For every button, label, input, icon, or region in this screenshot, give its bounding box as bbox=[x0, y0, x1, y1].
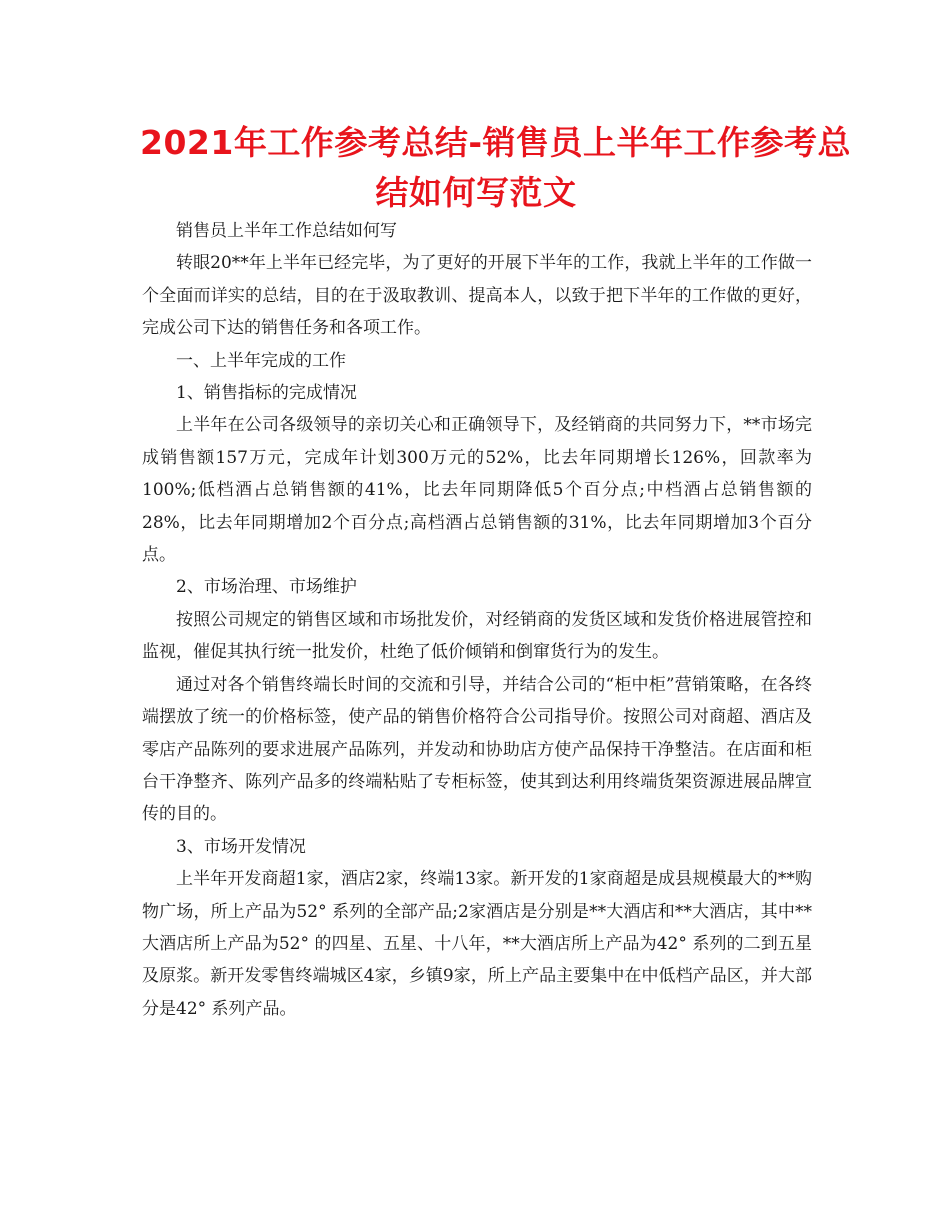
paragraph-subtitle: 销售员上半年工作总结如何写 bbox=[176, 221, 397, 241]
paragraph-intro: 转眼20**年上半年已经完毕，为了更好的开展下半年的工作，我就上半年的工作做一个全面而详实的总结，目的在于汲取教训、提高本人，以致于把下半年的工作做的更好，完成公司下达的销售任务和各项工作。 bbox=[142, 253, 812, 339]
section-heading-1: 一、上半年完成的工作 bbox=[176, 350, 346, 371]
subsection-heading-1: 1、销售指标的完成情况 bbox=[176, 383, 357, 404]
title-line-2: 结如何写范文 bbox=[375, 173, 577, 212]
document-body bbox=[142, 215, 812, 1025]
paragraph-market-development: 上半年开发商超1家，酒店2家，终端13家。新开发的1家商超是成县规模最大的**购物广场，所上产品为52° 系列的全部产品;2家酒店是分别是**大酒店和**大酒店，其中**大酒店所上产品为52° 的四星、五星、十八年，**大酒店所上产品为42° 系列的二到五星及原浆。新开发零售终端城区4家，乡镇9家，所上产品主要集中在中低档产品区，并大部分是42° 系列产品。 bbox=[142, 869, 812, 1019]
subsection-heading-2: 2、市场治理、市场维护 bbox=[176, 577, 357, 598]
paragraph-market-control: 按照公司规定的销售区域和市场批发价，对经销商的发货区域和发货价格进展管控和监视，催促其执行统一批发价，杜绝了低价倾销和倒窜货行为的发生。 bbox=[142, 609, 812, 663]
document-title bbox=[140, 118, 852, 218]
subsection-heading-3: 3、市场开发情况 bbox=[176, 836, 306, 857]
paragraph-terminal-guidance: 通过对各个销售终端长时间的交流和引导，并结合公司的“柜中柜”营销策略，在各终端摆放了统一的价格标签，使产品的销售价格符合公司指导价。按照公司对商超、酒店及零店产品陈列的要求进展产品陈列，并发动和协助店方使产品保持干净整洁。在店面和柜台干净整齐、陈列产品多的终端粘贴了专柜标签，使其到达利用终端货架资源进展品牌宣传的目的。 bbox=[142, 674, 812, 825]
title-line-1: 2021年工作参考总结-销售员上半年工作参考总 bbox=[140, 123, 852, 162]
paragraph-sales-targets: 上半年在公司各级领导的亲切关心和正确领导下，及经销商的共同努力下，**市场完成销售额157万元，完成年计划300万元的52%，比去年同期增长126%，回款率为100%;低档酒占总销售额的41%，比去年同期降低5个百分点;中档酒占总销售额的28%，比去年同期增加2个百分点;高档酒占总销售额的31%，比去年同期增加3个百分点。 bbox=[142, 415, 812, 566]
